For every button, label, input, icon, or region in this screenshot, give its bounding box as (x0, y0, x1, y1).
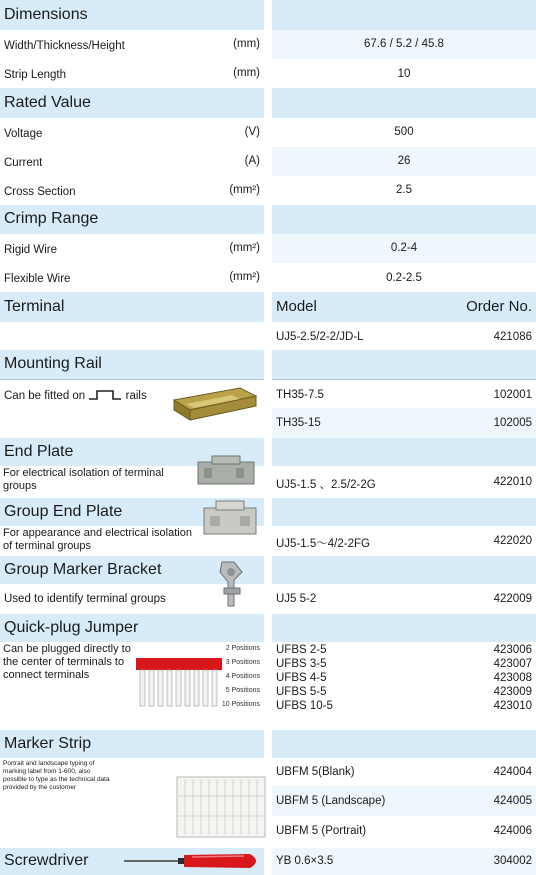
rated-value-header (272, 88, 536, 118)
marker-bracket-order-row (272, 584, 536, 614)
screwdriver-order-row (272, 848, 536, 875)
model-value: UFBS 5-5 (276, 686, 327, 698)
group-end-plate-title: Group End Plate (4, 503, 123, 520)
crimp-row-2 (0, 263, 264, 292)
screwdriver-header (0, 848, 264, 875)
marker-strip-image (176, 776, 266, 838)
terminal-header (0, 292, 264, 322)
end-plate-order-row (272, 466, 536, 498)
order-value: 102001 (493, 389, 532, 401)
terminal-order-row (272, 322, 536, 350)
marker-bracket-value-header (272, 556, 536, 584)
model-value: UFBS 10-5 (276, 700, 333, 712)
rated-value-1 (272, 118, 536, 147)
rated-title: Rated Value (4, 94, 91, 111)
row-label: Current (4, 157, 43, 169)
jumper-header (0, 614, 264, 642)
marker-strip-desc-row (0, 758, 264, 846)
row-unit: (mm) (233, 38, 260, 50)
dimensions-value-2 (272, 59, 536, 88)
din-rail-image (170, 386, 260, 426)
marker-strip-value-header (272, 730, 536, 758)
jumper-desc: Can be plugged directly to the center of terminals to connect terminals (3, 643, 131, 681)
model-value: TH35-7.5 (276, 389, 324, 401)
spec-value: 0.2-4 (390, 242, 418, 254)
row-label: Strip Length (4, 69, 67, 81)
mounting-title: Mounting Rail (4, 355, 102, 372)
dimensions-row-1 (0, 30, 264, 59)
model-value: UFBS 3-5 (276, 658, 327, 670)
marker-strip-header (0, 730, 264, 758)
spec-value: 0.2-2.5 (386, 272, 422, 284)
row-label: Flexible Wire (4, 273, 71, 285)
screwdriver-image (122, 851, 266, 871)
order-value: 424005 (493, 795, 532, 807)
order-value: 422010 (493, 476, 532, 488)
rated-row-2 (0, 147, 264, 176)
marker-bracket-title: Group Marker Bracket (4, 561, 162, 578)
model-value: UFBS 4-5 (276, 672, 327, 684)
order-value: 423008 (493, 672, 532, 684)
row-label: Width/Thickness/Height (4, 40, 125, 52)
marker-bracket-desc: Used to identify terminal groups (4, 593, 166, 605)
spec-value: 500 (394, 126, 414, 138)
end-plate-desc-row (0, 466, 264, 498)
marker-strip-order-row-2 (272, 786, 536, 816)
mounting-order-row-2 (272, 408, 536, 438)
jumper-position-label: 3 Positions (225, 659, 260, 666)
marker-bracket-image (214, 558, 250, 610)
order-value: 423010 (493, 700, 532, 712)
jumper-position-label: 10 Positions (221, 701, 260, 708)
din-rail-symbol-icon (88, 389, 122, 401)
mounting-desc-row (0, 380, 264, 436)
terminal-title: Terminal (4, 298, 65, 315)
crimp-value-2 (272, 263, 536, 292)
dimensions-value-1 (272, 30, 536, 59)
model-value: TH35-15 (276, 417, 321, 429)
rated-row-3 (0, 176, 264, 205)
model-value: YB 0.6×3.5 (276, 855, 334, 867)
order-value: 423007 (493, 658, 532, 670)
order-value: 424004 (493, 766, 532, 778)
marker-strip-order-row-3 (272, 816, 536, 846)
order-value: 424006 (493, 825, 532, 837)
order-value: 102005 (493, 417, 532, 429)
group-end-plate-value-header (272, 498, 536, 526)
order-value: 422020 (493, 535, 532, 547)
row-label: Voltage (4, 128, 43, 140)
marker-strip-title: Marker Strip (4, 735, 92, 752)
mounting-desc-before: Can be fitted on (4, 390, 86, 402)
crimp-value-header (272, 205, 536, 234)
jumper-position-label: 2 Positions (225, 645, 260, 652)
crimp-value-1 (272, 234, 536, 263)
crimp-title: Crimp Range (4, 210, 99, 227)
model-value: UJ5-1.5 、2.5/2-2G (276, 479, 376, 491)
order-value: 423009 (493, 686, 532, 698)
screwdriver-title: Screwdriver (4, 852, 89, 869)
jumper-position-label: 4 Positions (225, 673, 260, 680)
jumper-position-label: 5 Positions (225, 687, 260, 694)
model-value: UJ5-2.5/2-2/JD-L (276, 331, 364, 343)
row-unit: (mm) (233, 67, 260, 79)
order-table-header (272, 292, 536, 322)
model-value: UBFM 5(Blank) (276, 766, 355, 778)
mounting-desc (4, 387, 147, 402)
jumper-order-rows (272, 642, 536, 730)
model-value: UJ5-1.5～4/2-2FG (276, 538, 370, 550)
dimensions-title: Dimensions (4, 6, 88, 23)
spec-value: 2.5 (396, 184, 412, 196)
marker-strip-order-row-1 (272, 758, 536, 786)
crimp-row-1 (0, 234, 264, 263)
order-value: 304002 (493, 855, 532, 867)
mounting-desc-after: rails (125, 390, 147, 402)
row-label: Cross Section (4, 186, 76, 198)
crimp-header (0, 205, 264, 234)
group-end-plate-desc-row (0, 526, 264, 556)
row-unit: (V) (244, 126, 260, 138)
row-unit: (mm²) (229, 271, 260, 283)
rated-value-2 (272, 147, 536, 176)
model-value: UJ5 5-2 (276, 593, 317, 605)
rated-row-1 (0, 118, 264, 147)
rated-header (0, 88, 264, 118)
spec-value: 26 (397, 155, 411, 167)
spec-value: 10 (397, 68, 411, 80)
dimensions-row-2 (0, 59, 264, 88)
row-unit: (mm²) (229, 184, 260, 196)
dimensions-value-header (272, 0, 536, 30)
end-plate-value-header (272, 438, 536, 466)
dimensions-header (0, 0, 264, 30)
jumper-desc-row (0, 642, 264, 728)
spec-value: 67.6 / 5.2 / 45.8 (364, 38, 444, 50)
model-value: UFBS 2-5 (276, 644, 327, 656)
model-value: UBFM 5 (Portrait) (276, 825, 367, 837)
jumper-title: Quick-plug Jumper (4, 619, 139, 636)
order-value: 423006 (493, 644, 532, 656)
mounting-header (0, 350, 264, 379)
row-unit: (mm²) (229, 242, 260, 254)
model-column-header: Model (276, 298, 317, 315)
rated-value-3 (272, 176, 536, 205)
jumper-image (134, 656, 226, 712)
jumper-value-header (272, 614, 536, 642)
group-end-plate-desc: For appearance and electrical isolation of terminal groups (3, 527, 192, 552)
row-label: Rigid Wire (4, 244, 58, 256)
end-plate-desc: For electrical isolation of terminal groups (3, 467, 164, 492)
marker-strip-desc: Portrait and landscape typing of marking label from 1-600, also possible to type as the technical data provided by the customer (3, 760, 110, 791)
end-plate-image (190, 454, 260, 488)
end-plate-title: End Plate (4, 443, 74, 460)
model-value: UBFM 5 (Landscape) (276, 795, 386, 807)
order-value: 421086 (493, 331, 532, 343)
group-end-plate-image (198, 498, 264, 538)
group-end-plate-order-row (272, 526, 536, 556)
mounting-order-row-1 (272, 380, 536, 408)
marker-bracket-desc-row (0, 584, 264, 614)
row-unit: (A) (244, 155, 260, 167)
order-column-header: Order No. (466, 298, 532, 315)
mounting-value-header (272, 350, 536, 379)
order-value: 422009 (493, 593, 532, 605)
